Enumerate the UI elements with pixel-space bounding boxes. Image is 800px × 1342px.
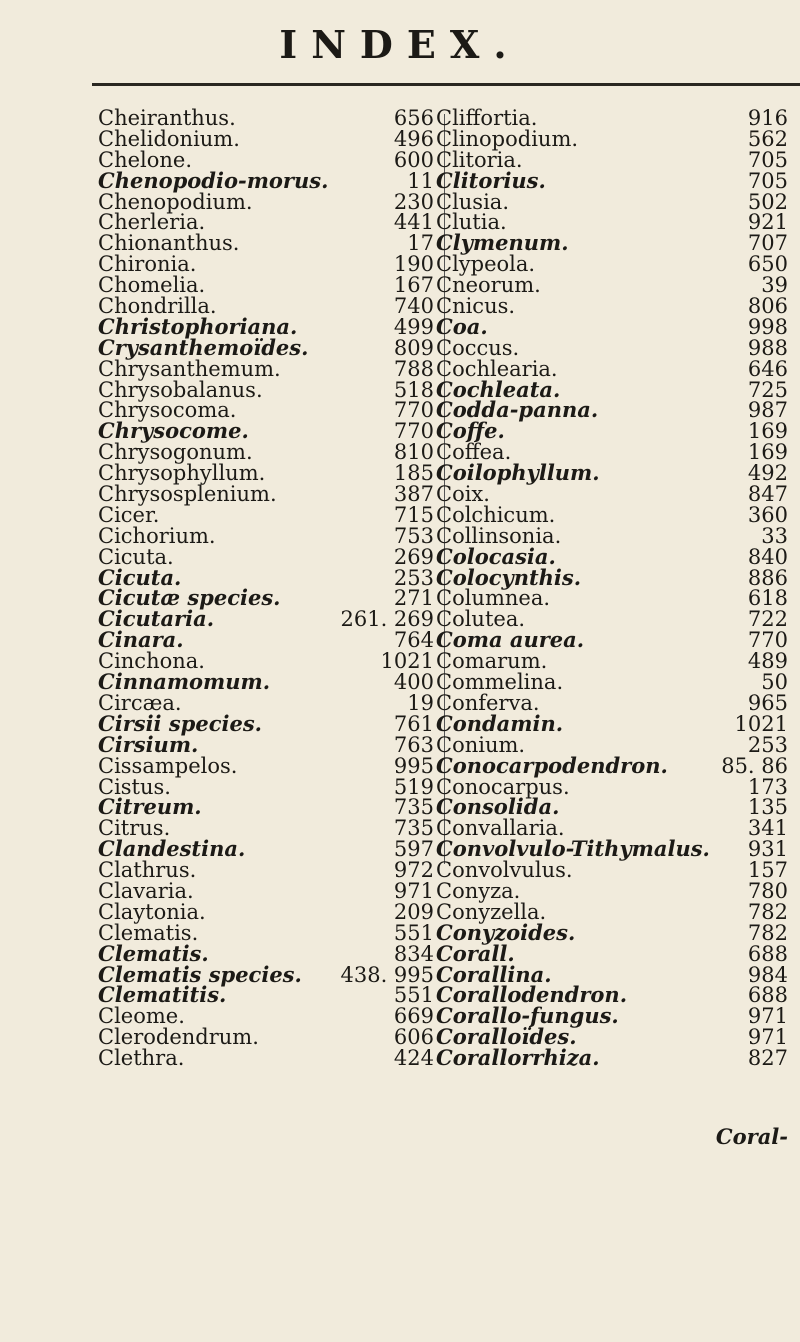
- index-entry: [98, 753, 438, 778]
- entry-name: Cirsii species.: [98, 710, 262, 736]
- entry-name: Cicuta.: [98, 544, 174, 569]
- index-entry: [98, 502, 438, 527]
- entry-page-number: 650: [747, 252, 788, 277]
- index-entry: [436, 860, 800, 881]
- entry-page-number: 782: [747, 899, 788, 924]
- index-entry: [436, 836, 800, 862]
- index-entry: [436, 254, 800, 275]
- entry-name: Cheiranthus.: [98, 106, 236, 130]
- entry-name: Conyza.: [436, 878, 521, 903]
- entry-page-number: 438. 995: [340, 962, 434, 987]
- entry-page-number: 705: [747, 147, 788, 172]
- entry-name: Cliffortia.: [436, 106, 538, 130]
- entry-name: Chenopodium.: [98, 189, 253, 214]
- entry-name: Conyzoides.: [436, 919, 576, 945]
- entry-page-number: 360: [747, 502, 788, 527]
- entry-page-number: 489: [747, 649, 788, 674]
- entry-name: Convallaria.: [436, 816, 565, 841]
- entry-page-number: 11: [407, 168, 434, 193]
- entry-page-number: 806: [747, 294, 788, 319]
- index-entry: [98, 377, 438, 402]
- index-entry: [436, 418, 800, 444]
- catchword: Coral-: [715, 1124, 788, 1149]
- entry-name: Conferva.: [436, 690, 540, 715]
- entry-name: Clinopodium.: [436, 126, 579, 151]
- entry-name: Coccus.: [436, 335, 520, 360]
- index-entry: [436, 502, 800, 527]
- index-entry: [98, 1027, 438, 1048]
- entry-name: Chelone.: [98, 147, 193, 172]
- entry-name: Chrysobalanus.: [98, 377, 263, 402]
- entry-page-number: 253: [393, 565, 434, 590]
- index-entry: [98, 899, 438, 924]
- entry-name: Chrysosplenium.: [98, 482, 277, 507]
- entry-name: Cistus.: [98, 774, 171, 799]
- entry-name: Chenopodio-morus.: [98, 167, 329, 193]
- entry-page-number: 788: [393, 356, 434, 381]
- entry-page-number: 984: [747, 962, 788, 987]
- index-entry: [436, 167, 800, 193]
- entry-page-number: 840: [747, 544, 788, 569]
- entry-page-number: 669: [393, 1004, 434, 1029]
- entry-name: Cochleata.: [436, 376, 561, 402]
- index-entry: [98, 356, 438, 381]
- entry-page-number: 173: [747, 774, 788, 799]
- entry-page-number: 562: [747, 126, 788, 151]
- entry-page-number: 707: [747, 231, 788, 256]
- entry-page-number: 551: [393, 983, 434, 1008]
- entry-page-number: 1021: [380, 649, 434, 674]
- index-entry: [436, 794, 800, 820]
- entry-page-number: 169: [747, 419, 788, 444]
- entry-page-number: 519: [393, 774, 434, 799]
- entry-page-number: 722: [747, 607, 788, 632]
- entry-page-number: 763: [393, 732, 434, 757]
- entry-name: Chondrilla.: [98, 294, 217, 319]
- entry-name: Coffea.: [436, 440, 512, 465]
- entry-name: Cirsium.: [98, 731, 199, 757]
- index-entry: [436, 296, 800, 317]
- entry-page-number: 965: [747, 690, 788, 715]
- entry-name: Claytonia.: [98, 899, 206, 924]
- entry-name: Cicuta.: [98, 564, 182, 590]
- entry-page-number: 400: [393, 670, 434, 695]
- entry-name: Cherleria.: [98, 210, 206, 235]
- entry-page-number: 971: [393, 878, 434, 903]
- entry-page-number: 551: [393, 920, 434, 945]
- entry-page-number: 606: [393, 1025, 434, 1050]
- index-entry: [436, 1045, 800, 1071]
- entry-name: Coralloïdes.: [436, 1024, 577, 1050]
- index-entry: [98, 189, 438, 214]
- entry-page-number: 269: [393, 544, 434, 569]
- entry-page-number: 17: [407, 231, 434, 256]
- entry-name: Coma aurea.: [436, 627, 585, 653]
- entry-name: Clutia.: [436, 210, 507, 235]
- index-entry: [98, 275, 438, 296]
- entry-page-number: 987: [747, 398, 788, 423]
- entry-page-number: 688: [747, 941, 788, 966]
- index-entry: [436, 484, 800, 505]
- entry-page-number: 261. 269: [340, 607, 434, 632]
- entry-name: Colutea.: [436, 607, 526, 632]
- entry-page-number: 492: [747, 461, 788, 486]
- index-entry: [98, 794, 438, 820]
- entry-page-number: 827: [747, 1046, 788, 1071]
- entry-name: Corall.: [436, 940, 515, 966]
- index-entry: [436, 126, 800, 151]
- index-entry: [436, 627, 800, 653]
- entry-name: Coffe.: [436, 418, 505, 444]
- entry-page-number: 735: [393, 816, 434, 841]
- entry-name: Conium.: [436, 732, 526, 757]
- entry-page-number: 230: [393, 189, 434, 214]
- entry-name: Clethra.: [98, 1046, 185, 1071]
- entry-page-number: 1021: [734, 711, 788, 736]
- entry-name: Commelina.: [436, 670, 564, 695]
- entry-name: Conyzella.: [436, 899, 547, 924]
- entry-page-number: 834: [393, 941, 434, 966]
- entry-page-number: 921: [747, 210, 788, 235]
- entry-page-number: 39: [761, 273, 788, 298]
- index-entry: [98, 418, 438, 444]
- entry-page-number: 753: [393, 523, 434, 548]
- entry-page-number: 502: [747, 189, 788, 214]
- entry-page-number: 499: [393, 314, 434, 339]
- entry-name: Chironia.: [98, 252, 197, 277]
- entry-name: Cleome.: [98, 1004, 185, 1029]
- index-entry: [98, 233, 438, 254]
- entry-name: Cinnamomum.: [98, 669, 271, 695]
- entry-page-number: 441: [393, 210, 434, 235]
- entry-page-number: 656: [393, 106, 434, 130]
- entry-page-number: 19: [407, 690, 434, 715]
- entry-name: Chomelia.: [98, 273, 206, 298]
- index-entry: [436, 313, 800, 339]
- index-entry: [98, 126, 438, 151]
- entry-page-number: 135: [747, 795, 788, 820]
- entry-page-number: 157: [747, 858, 788, 883]
- entry-name: Chelidonium.: [98, 126, 240, 151]
- entry-page-number: 810: [393, 440, 434, 465]
- index-entry: [436, 651, 800, 672]
- entry-name: Cneorum.: [436, 273, 541, 298]
- index-entry: [436, 230, 800, 256]
- entry-name: Consolida.: [436, 794, 560, 820]
- entry-page-number: 761: [393, 711, 434, 736]
- entry-name: Clymenum.: [436, 230, 569, 256]
- entry-name: Chrysocoma.: [98, 398, 237, 423]
- page-title: INDEX.: [279, 22, 521, 67]
- index-entry: [436, 564, 800, 590]
- entry-page-number: 725: [747, 377, 788, 402]
- entry-page-number: 271: [393, 586, 434, 611]
- entry-page-number: 735: [393, 795, 434, 820]
- entry-page-number: 85. 86: [721, 753, 788, 778]
- entry-page-number: 387: [393, 482, 434, 507]
- entry-name: Clitoria.: [436, 147, 523, 172]
- entry-name: Corallodendron.: [436, 982, 627, 1008]
- entry-page-number: 998: [747, 314, 788, 339]
- entry-name: Clathrus.: [98, 858, 197, 883]
- entry-name: Cochlearia.: [436, 356, 558, 381]
- entry-name: Circæa.: [98, 690, 182, 715]
- entry-name: Clusia.: [436, 189, 509, 214]
- entry-name: Citreum.: [98, 794, 202, 820]
- entry-name: Convolvulus.: [436, 858, 573, 883]
- index-entry: [436, 752, 800, 778]
- index-entry: [98, 108, 438, 129]
- entry-name: Chionanthus.: [98, 231, 240, 256]
- index-entry: [436, 588, 800, 609]
- index-entry: [98, 442, 438, 463]
- entry-name: Clerodendrum.: [98, 1025, 259, 1050]
- entry-page-number: 847: [747, 482, 788, 507]
- entry-name: Chrysophyllum.: [98, 461, 266, 486]
- entry-page-number: 209: [393, 899, 434, 924]
- index-entry: [436, 710, 800, 736]
- entry-page-number: 50: [761, 670, 788, 695]
- entry-name: Clavaria.: [98, 878, 194, 903]
- index-entry: [98, 982, 438, 1008]
- entry-name: Chrysogonum.: [98, 440, 253, 465]
- entry-name: Cnicus.: [436, 294, 516, 319]
- entry-name: Coix.: [436, 482, 490, 507]
- index-entry: [436, 189, 800, 214]
- entry-page-number: 809: [393, 335, 434, 360]
- entry-name: Columnea.: [436, 586, 551, 611]
- entry-page-number: 972: [393, 858, 434, 883]
- entry-page-number: 886: [747, 565, 788, 590]
- index-entry: [98, 860, 438, 881]
- index-entry: [436, 108, 800, 129]
- entry-page-number: 780: [747, 878, 788, 903]
- entry-name: Cicer.: [98, 502, 160, 527]
- entry-name: Corallo-fungus.: [436, 1003, 619, 1029]
- entry-page-number: 597: [393, 837, 434, 862]
- entry-page-number: 715: [393, 502, 434, 527]
- header-rule: [92, 83, 800, 86]
- entry-page-number: 618: [747, 586, 788, 611]
- entry-name: Collinsonia.: [436, 523, 562, 548]
- entry-page-number: 33: [761, 523, 788, 548]
- index-entry: [98, 1048, 438, 1069]
- entry-page-number: 770: [747, 628, 788, 653]
- entry-page-number: 646: [747, 356, 788, 381]
- entry-page-number: 185: [393, 461, 434, 486]
- entry-page-number: 190: [393, 252, 434, 277]
- index-entry: [98, 334, 438, 360]
- index-entry: [436, 878, 800, 903]
- entry-page-number: 496: [393, 126, 434, 151]
- entry-name: Clypeola.: [436, 252, 536, 277]
- entry-name: Coilophyllum.: [436, 460, 600, 486]
- entry-page-number: 341: [747, 816, 788, 841]
- entry-name: Clematis.: [98, 920, 199, 945]
- entry-page-number: 764: [393, 628, 434, 653]
- index-entry: [436, 460, 800, 486]
- index-entry: [436, 672, 800, 693]
- index-entry: [98, 523, 438, 548]
- entry-name: Chrysanthemum.: [98, 356, 281, 381]
- index-entry: [98, 167, 438, 193]
- entry-name: Clematis.: [98, 940, 209, 966]
- entry-name: Chrysocome.: [98, 418, 249, 444]
- index-entry: [98, 731, 438, 757]
- entry-name: Clematitis.: [98, 982, 227, 1008]
- index-entry: [98, 212, 438, 233]
- entry-name: Cinara.: [98, 627, 184, 653]
- index-entry: [436, 335, 800, 360]
- entry-page-number: 916: [747, 106, 788, 130]
- entry-page-number: 424: [393, 1046, 434, 1071]
- index-entry: [98, 463, 438, 484]
- entry-name: Coa.: [436, 313, 488, 339]
- entry-name: Cinchona.: [98, 649, 205, 674]
- entry-page-number: 782: [747, 920, 788, 945]
- entry-page-number: 971: [747, 1025, 788, 1050]
- entry-page-number: 688: [747, 983, 788, 1008]
- entry-page-number: 518: [393, 377, 434, 402]
- left-index-column: [98, 108, 438, 1069]
- entry-page-number: 770: [393, 398, 434, 423]
- entry-name: Cicutaria.: [98, 606, 215, 632]
- right-index-column: [436, 108, 800, 1069]
- entry-name: Clandestina.: [98, 836, 246, 862]
- entry-name: Crysanthemoïdes.: [98, 334, 309, 360]
- entry-name: Christophoriana.: [98, 313, 298, 339]
- entry-name: Colchicum.: [436, 502, 556, 527]
- entry-page-number: 167: [393, 273, 434, 298]
- index-entry: [98, 1006, 438, 1027]
- entry-page-number: 253: [747, 732, 788, 757]
- entry-name: Cissampelos.: [98, 753, 238, 778]
- entry-page-number: 971: [747, 1004, 788, 1029]
- entry-name: Conocarpus.: [436, 774, 570, 799]
- index-entry: [98, 878, 438, 903]
- entry-name: Codda-panna.: [436, 397, 599, 423]
- index-entry: [436, 275, 800, 296]
- entry-name: Corallina.: [436, 961, 552, 987]
- index-entry: [98, 254, 438, 275]
- entry-page-number: 705: [747, 168, 788, 193]
- index-entry: [98, 484, 438, 505]
- entry-page-number: 169: [747, 440, 788, 465]
- entry-name: Cichorium.: [98, 523, 216, 548]
- entry-name: Colocynthis.: [436, 564, 582, 590]
- entry-page-number: 995: [393, 753, 434, 778]
- entry-page-number: 740: [393, 294, 434, 319]
- entry-page-number: 770: [393, 419, 434, 444]
- entry-name: Comarum.: [436, 649, 548, 674]
- entry-name: Citrus.: [98, 816, 171, 841]
- entry-page-number: 600: [393, 147, 434, 172]
- entry-name: Corallorrhiza.: [436, 1045, 600, 1071]
- entry-page-number: 931: [747, 837, 788, 862]
- entry-name: Condamin.: [436, 710, 564, 736]
- index-entry: [98, 669, 438, 695]
- index-entry: [98, 627, 438, 653]
- index-entry: [98, 836, 438, 862]
- entry-name: Clematis species.: [98, 961, 302, 987]
- entry-name: Convolvulo-Tithymalus.: [436, 836, 710, 862]
- entry-page-number: 988: [747, 335, 788, 360]
- entry-name: Cicutæ species.: [98, 585, 281, 611]
- entry-name: Clitorius.: [436, 167, 546, 193]
- entry-name: Colocasia.: [436, 543, 556, 569]
- entry-name: Conocarpodendron.: [436, 752, 668, 778]
